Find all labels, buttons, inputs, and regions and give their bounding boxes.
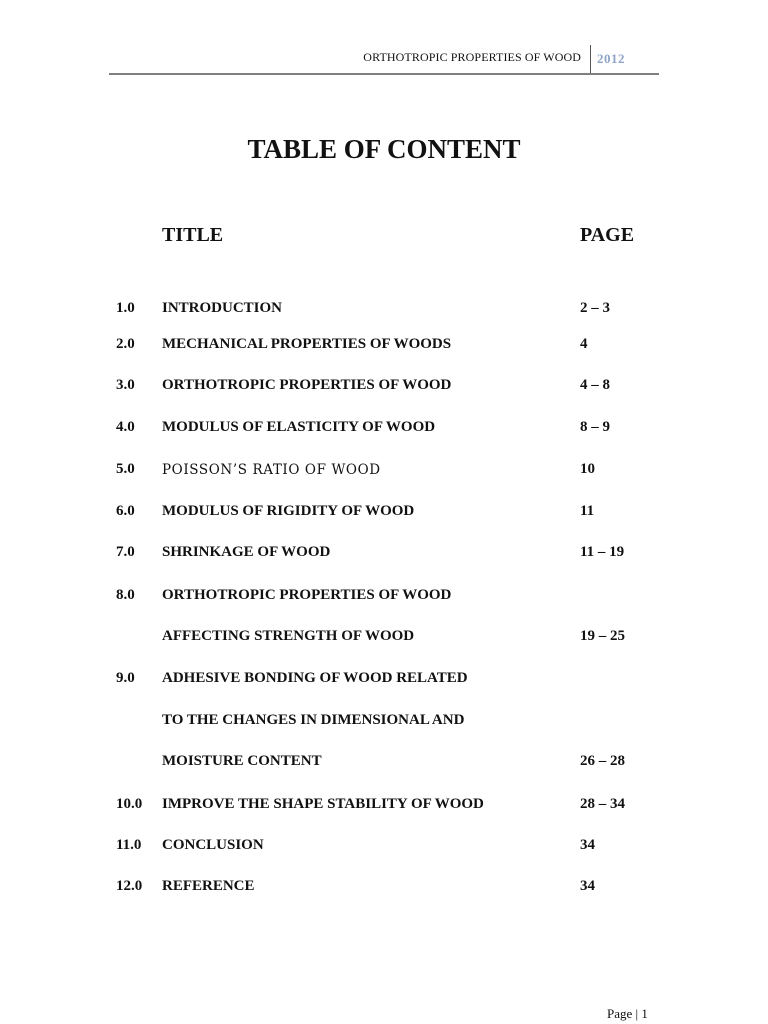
header-title: ORTHOTROPIC PROPERTIES OF WOOD [363,50,581,64]
toc-page: 11 [580,503,595,519]
toc-number: 1.0 [116,300,135,316]
toc-number: 6.0 [116,503,135,519]
toc-title: CONCLUSION [162,837,264,853]
toc-entry [0,544,768,564]
toc-number: 11.0 [116,837,142,853]
toc-entry-continuation [0,753,768,773]
toc-entry [0,837,768,857]
toc-page: 4 [580,336,588,352]
toc-entry [0,336,768,356]
toc-page: 2 – 3 [580,300,610,316]
toc-entry-continuation [0,628,768,648]
toc-page: 34 [580,837,595,853]
toc-number: 12.0 [116,878,143,894]
toc-number: 5.0 [116,461,135,477]
toc-page: 11 – 19 [580,544,625,560]
toc-title: SHRINKAGE OF WOOD [162,544,331,560]
toc-page: 19 – 25 [580,628,625,644]
toc-title: TO THE CHANGES IN DIMENSIONAL AND [162,712,465,728]
toc-title: MECHANICAL PROPERTIES OF WOODS [162,336,452,352]
toc-title: MODULUS OF RIGIDITY OF WOOD [162,503,415,519]
toc-number: 4.0 [116,419,135,435]
page-header [109,44,659,74]
toc-title: MOISTURE CONTENT [162,753,322,769]
header-rule [109,73,659,75]
toc-title: REFERENCE [162,878,255,894]
toc-entry [0,461,768,481]
toc-entry [0,419,768,439]
toc-title: POISSON’S RATIO OF WOOD [162,462,381,478]
toc-entry [0,670,768,690]
toc-title: ADHESIVE BONDING OF WOOD RELATED [162,670,468,686]
toc-number: 2.0 [116,336,135,352]
toc-title: IMPROVE THE SHAPE STABILITY OF WOOD [162,796,484,812]
toc-number: 9.0 [116,670,135,686]
toc-page: 8 – 9 [580,419,610,435]
toc-number: 10.0 [116,796,143,812]
toc-entry-continuation [0,712,768,732]
toc-entry [0,878,768,898]
toc-entry [0,503,768,523]
header-divider [590,45,591,73]
toc-title: ORTHOTROPIC PROPERTIES OF WOOD [162,587,452,603]
toc-number: 8.0 [116,587,135,603]
toc-title: ORTHOTROPIC PROPERTIES OF WOOD [162,377,452,393]
toc-number: 3.0 [116,377,135,393]
toc-entry [0,796,768,816]
toc-number: 7.0 [116,544,135,560]
toc-page: 26 – 28 [580,753,625,769]
document-heading: TABLE OF CONTENT [247,134,521,164]
column-header-title: TITLE [162,224,224,246]
toc-entry [0,587,768,607]
toc-title: MODULUS OF ELASTICITY OF WOOD [162,419,436,435]
page-number-footer: Page | 1 [607,1006,648,1021]
toc-title: AFFECTING STRENGTH OF WOOD [162,628,415,644]
toc-entry [0,377,768,397]
toc-page: 34 [580,878,595,894]
toc-page: 10 [580,461,595,477]
column-header-page: PAGE [580,224,635,246]
toc-page: 28 – 34 [580,796,625,812]
toc-title: INTRODUCTION [162,300,283,316]
header-year: 2012 [597,51,625,66]
toc-page: 4 – 8 [580,377,610,393]
toc-entry [0,300,768,320]
